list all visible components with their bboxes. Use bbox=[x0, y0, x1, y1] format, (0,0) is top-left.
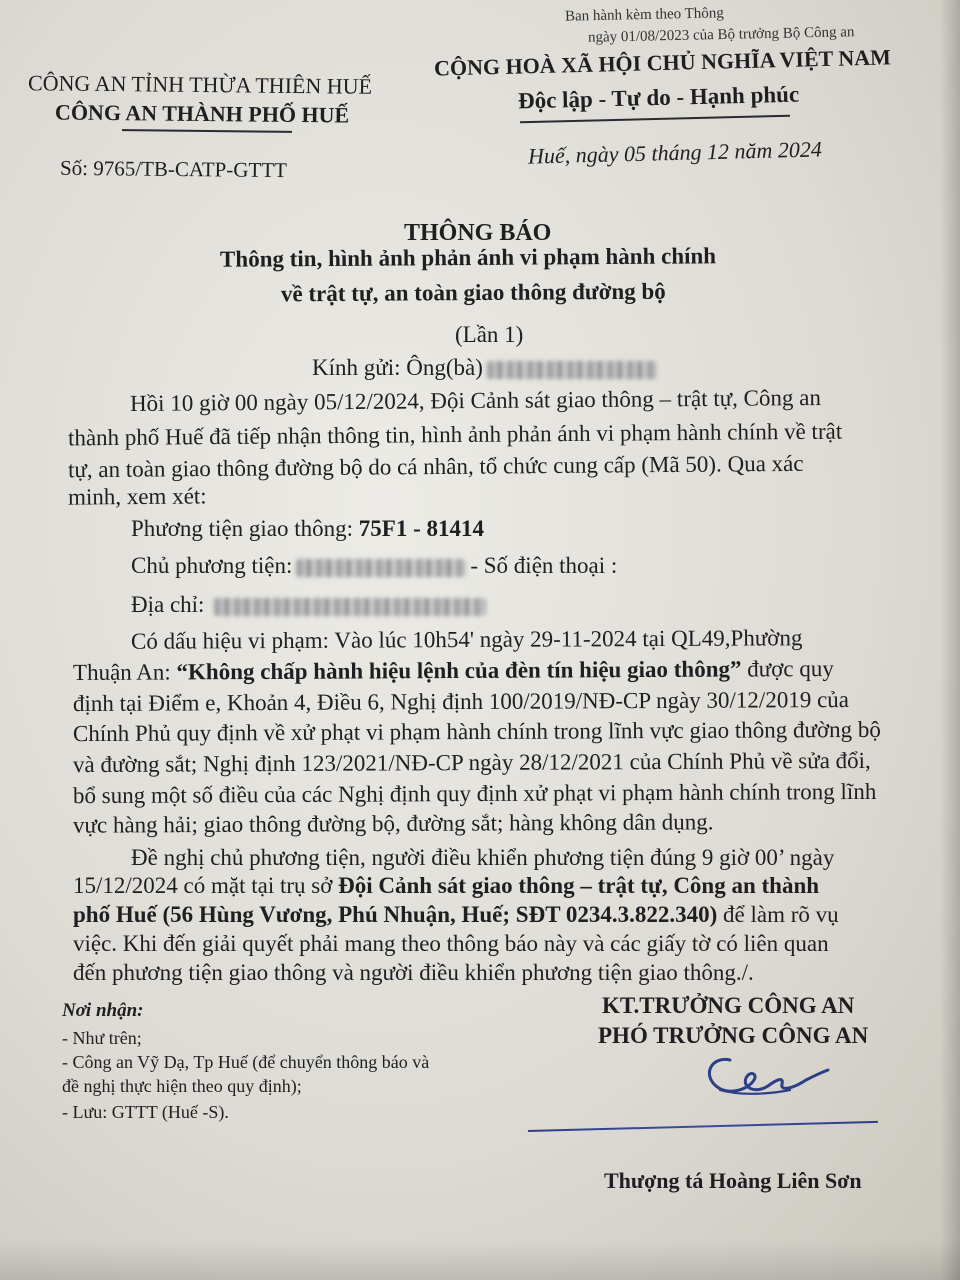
request-office-address: phố Huế (56 Hùng Vương, Phú Nhuận, Huế; SĐT 0234.3.822.340) bbox=[73, 902, 718, 927]
nation-name: CỘNG HOÀ XÃ HỘI CHỦ NGHĨA VIỆT NAM bbox=[433, 44, 892, 81]
address-label: Địa chỉ: bbox=[131, 592, 205, 617]
recipient-label: Kính gửi: Ông(bà) bbox=[312, 355, 483, 380]
intro-line-2: thành phố Huế đã tiếp nhận thông tin, hình ảnh phản ánh vi phạm hành chính về trật bbox=[67, 418, 843, 451]
recipients-item-1: - Như trên; bbox=[62, 1028, 142, 1048]
page-edge-shadow bbox=[940, 0, 960, 1280]
page-bottom-shadow bbox=[0, 1240, 960, 1280]
violation-line-5: và đường sắt; Nghị định 123/2021/NĐ-CP ngày 28/12/2021 của Chính Phủ về sửa đổi, bbox=[72, 747, 871, 778]
handwritten-signature bbox=[690, 1050, 840, 1110]
top-note-line-1: Ban hành kèm theo Thông bbox=[564, 5, 725, 25]
phone-label: - Số điện thoại : bbox=[470, 553, 618, 578]
request-line-2-head: 15/12/2024 có mặt tại trụ sở bbox=[73, 873, 339, 898]
org-parent: CÔNG AN TỈNH THỪA THIÊN HUẾ bbox=[27, 70, 373, 99]
vehicle-plate: 75F1 - 81414 bbox=[358, 516, 485, 541]
notice-title: THÔNG BÁO bbox=[404, 220, 552, 246]
document-number: Số: 9765/TB-CATP-GTTT bbox=[59, 155, 288, 183]
violation-description: “Không chấp hành hiệu lệnh của đèn tín hiệu giao thông” bbox=[176, 656, 742, 685]
request-line-3-tail: để làm rõ vụ bbox=[717, 902, 839, 927]
owner-line bbox=[131, 552, 617, 580]
notice-subtitle-1: Thông tin, hình ảnh phản ánh vi phạm hành chính bbox=[219, 243, 717, 272]
request-line-2 bbox=[73, 872, 819, 900]
recipients-item-2b: đề nghị thực hiện theo quy định); bbox=[62, 1076, 302, 1096]
recipients-item-2a: - Công an Vỹ Dạ, Tp Huế (để chuyển thông báo và bbox=[62, 1052, 430, 1072]
recipient-line bbox=[312, 354, 657, 382]
vehicle-label: Phương tiện giao thông: bbox=[131, 516, 359, 541]
violation-line-2 bbox=[73, 655, 834, 687]
recipients-item-3: - Lưu: GTTT (Huế -S). bbox=[62, 1102, 229, 1122]
request-line-5: đến phương tiện giao thông và người điều khiển phương tiện giao thông./. bbox=[73, 960, 754, 985]
violation-location: Thuận An: bbox=[72, 659, 177, 685]
notice-subtitle-2: về trật tự, an toàn giao thông đường bộ bbox=[280, 278, 666, 307]
intro-line-1: Hồi 10 giờ 00 ngày 05/12/2024, Đội Cảnh sát giao thông – trật tự, Công an bbox=[129, 384, 822, 417]
intro-line-3: tự, an toàn giao thông đường bộ do cá nhân, tổ chức cung cấp (Mã 50). Qua xác bbox=[67, 450, 804, 483]
org-underline bbox=[122, 129, 292, 133]
redacted-recipient-name bbox=[487, 361, 657, 379]
recipients-heading: Nơi nhận: bbox=[62, 1000, 144, 1021]
redacted-owner-name bbox=[296, 559, 466, 577]
violation-line-3: định tại Điểm e, Khoản 4, Điều 6, Nghị định 100/2019/NĐ-CP ngày 30/12/2019 của bbox=[72, 686, 850, 717]
org-name: CÔNG AN THÀNH PHỐ HUẾ bbox=[54, 99, 350, 128]
owner-label: Chủ phương tiện: bbox=[131, 553, 293, 578]
violation-line-4: Chính Phủ quy định về xử phạt vi phạm hành chính trong lĩnh vực giao thông đường bộ bbox=[72, 716, 881, 747]
motto-underline bbox=[520, 115, 790, 124]
redacted-address bbox=[214, 598, 486, 616]
notice-issue: (Lần 1) bbox=[455, 322, 524, 347]
signature-title-1: KT.TRƯỞNG CÔNG AN bbox=[602, 993, 855, 1018]
top-note-line-2: ngày 01/08/2023 của Bộ trưởng Bộ Công an bbox=[587, 24, 855, 46]
request-line-4: việc. Khi đến giải quyết phải mang theo thông báo này và các giấy tờ có liên quan bbox=[73, 931, 829, 956]
violation-line-7: vực hàng hải; giao thông đường bộ, đường sắt; hàng không dân dụng. bbox=[72, 809, 714, 838]
place-date: Huế, ngày 05 tháng 12 năm 2024 bbox=[527, 136, 823, 169]
request-line-3 bbox=[73, 901, 839, 929]
violation-line-6: bổ sung một số điều của các Nghị định quy định xử phạt vi phạm hành chính trong lĩnh bbox=[72, 778, 877, 809]
signer-name: Thượng tá Hoàng Liên Sơn bbox=[604, 1168, 862, 1193]
violation-line-2-tail: được quy bbox=[741, 656, 834, 682]
address-line bbox=[131, 591, 486, 619]
intro-line-4: minh, xem xét: bbox=[67, 483, 207, 510]
violation-line-1: Có dấu hiệu vi phạm: Vào lúc 10h54' ngày 29-11-2024 tại QL49,Phường bbox=[130, 625, 803, 654]
vehicle-line bbox=[131, 515, 484, 543]
national-motto: Độc lập - Tự do - Hạnh phúc bbox=[517, 81, 800, 114]
signature-underline bbox=[528, 1121, 878, 1132]
request-line-1: Đề nghị chủ phương tiện, người điều khiển phương tiện đúng 9 giờ 00’ ngày bbox=[131, 845, 835, 870]
signature-title-2: PHÓ TRƯỞNG CÔNG AN bbox=[598, 1023, 869, 1048]
request-office: Đội Cảnh sát giao thông – trật tự, Công an thành bbox=[338, 873, 820, 898]
